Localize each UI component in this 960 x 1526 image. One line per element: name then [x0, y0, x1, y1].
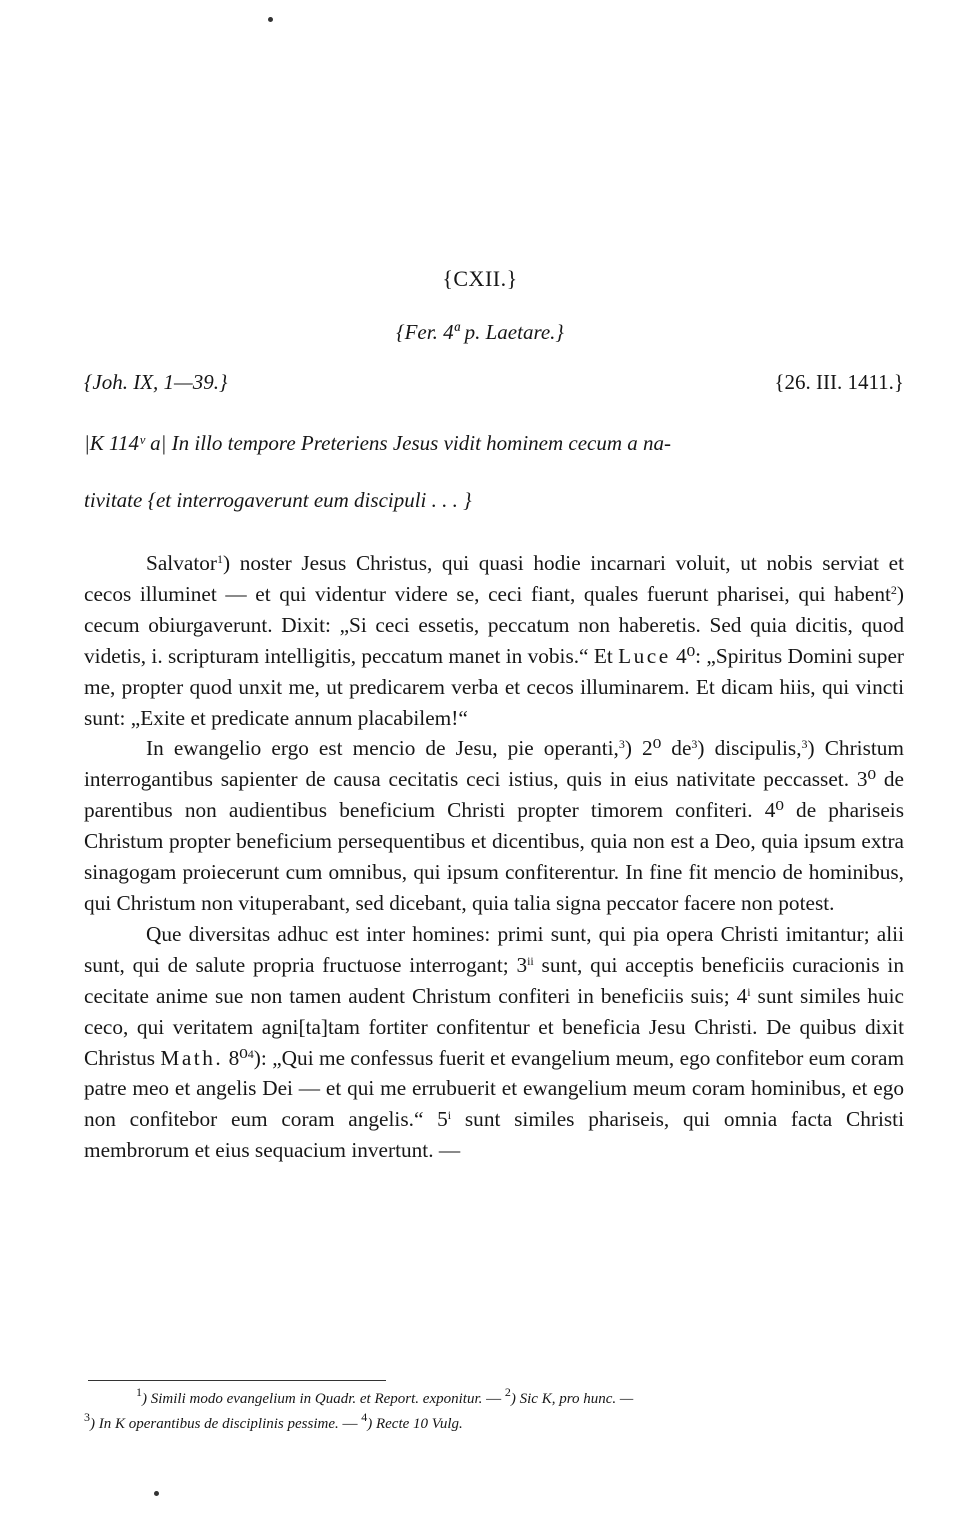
sermon-date: {26. III. 1411.}: [774, 370, 904, 394]
spaced-word: Luce: [618, 643, 671, 668]
footnote-divider: [88, 1380, 386, 1381]
spaced-word: Math.: [160, 1045, 224, 1070]
gospel-reference: {Joh. IX, 1—39.}: [84, 370, 228, 394]
paragraph-3: Que diversitas adhuc est inter homines: primi sunt, qui pia opera Christi imitantur; alii sunt, qui de salute propria fructuose interrogant; 3$^{ii}$ sunt, qui acceptis beneficiis curacionis in cecitate anime sue non tamen audent Christum confiteri in beneficiis suis; 4$^i$ sunt similes huic ceco, qui veritatem agni[ta]tam fortiter confitentur et beneficia Jesu Christi. De quibus dixit Christus Math. 8⁰$^4$): „Qui me confessus fuerit et evangelium meum, ego confitebor eum coram patre meo et angelis Dei — et qui me errubuerit et ewangelium meum coram hominibus, et ego non confitebor eum coram angelis.“ 5$^i$ sunt similes phariseis, qui omnia facta Christi membrorum et eius sequacium invertunt. —: [84, 921, 905, 1163]
paragraph-2: In ewangelio ergo est mencio de Jesu, pie operanti,$^3$) 2⁰ $de^3$) discipulis,$^3$) Christum interrogantibus sapienter de causa cecitatis ceci istius, quis in eius nativitate peccasset. 3⁰ de parentibus non audientibus beneficium Christi propter timorem confiteri. 4⁰ de phariseis Christum propter beneficium persequentibus et dicentibus, quia non est a Deo, quia ipsum extra sinagogam proiecerunt cum omnibus, qui ipsum confiterentur. In fine fit mencio de hominibus, qui Christum non vituperabant, sed dicebant, quia talia signa peccator facere non potest.: [84, 736, 904, 915]
footnote-ref: 4: [247, 1046, 254, 1061]
footnote-line-2: $^3$) In K operantibus de disciplinis pessime. — $^4$) Recte 10 Vulg.: [84, 1410, 463, 1432]
paragraph-1: Salvator$^1$) noster Jesus Christus, qui quasi hodie incarnari voluit, ut nobis serviat et cecos illuminet — et qui videntur videre se, ceci fiant, quales fuerunt pharisei, qui habent$^2$) cecum obiurgaverunt. Dixit: „Si ceci essetis, peccatum non haberetis. Sed quia dicitis, quod videtis, i. scripturam intelligitis, peccatum manet in vobis.“ Et Luce 4⁰: „Spiritus Domini super me, propter quod unxit me, ut predicarem verba et cecos illuminarem. Et dicam hiis, qui vincti sunt: „Exite et predicate annum placabilem!“: [84, 551, 905, 730]
footnote-line-1: $^1$) Simili modo evangelium in Quadr. et Report. exponitur. — $^2$) Sic K, pro hunc. —: [136, 1385, 634, 1407]
feast-day: {Fer. 4ª p. Laetare.}: [396, 320, 564, 344]
footnote-ref: 2: [890, 582, 897, 597]
footnote-ref: 3: [691, 737, 698, 752]
footnote-ref: 1: [216, 552, 223, 566]
incipit-line-1: |K 114ᵛ a| In illo tempore Preteriens Jesus vidit hominem cecum a na-: [84, 431, 672, 455]
page-speck: [154, 1491, 159, 1496]
sermon-number: {CXII.}: [442, 266, 518, 291]
footnote-ref: 3: [618, 737, 625, 752]
footnote-ref: 3: [801, 737, 808, 752]
incipit-line-2: tivitate {et interrogaverunt eum discipuli . . . }: [84, 488, 472, 512]
page-speck: [268, 17, 273, 22]
sermon-body: [84, 548, 904, 1166]
